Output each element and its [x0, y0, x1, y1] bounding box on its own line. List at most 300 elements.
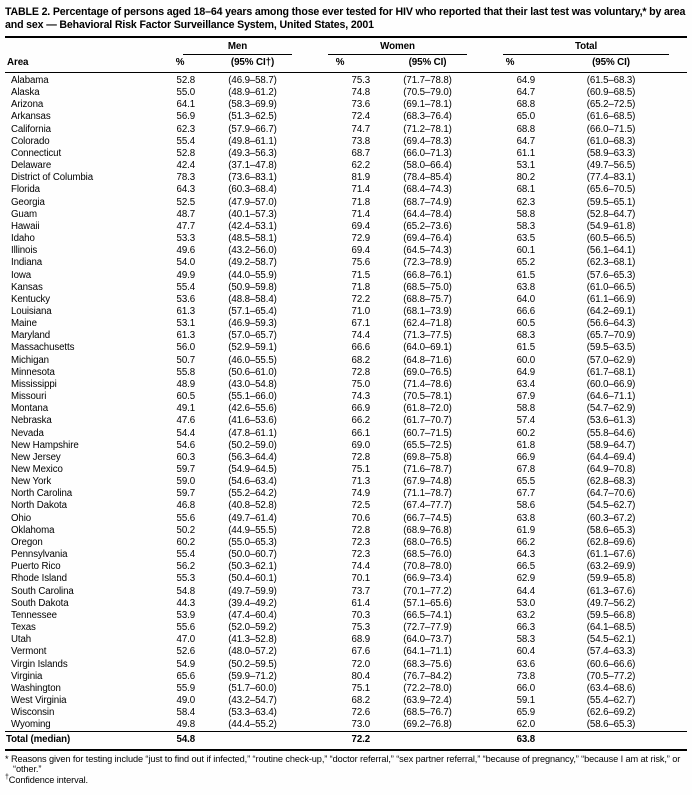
men-pct-cell: 50.7: [176, 354, 195, 366]
total-pct-cell: 60.4: [516, 646, 536, 658]
area-cell: Ohio: [11, 512, 32, 524]
area-cell: Illinois: [11, 245, 38, 257]
men-ci-cell: (48.9–61.2): [228, 87, 277, 99]
area-cell: Florida: [11, 184, 40, 196]
men-pct-cell: 54.8: [176, 585, 195, 597]
total-total-pct-cell: 63.8: [485, 732, 535, 750]
men-ci-cell: (53.3–63.4): [228, 707, 277, 719]
women-ci-cell: (68.5–76.7): [403, 707, 452, 719]
women-pct-cell: 74.9: [351, 488, 371, 500]
total-ci-cell: (58.6–65.3): [586, 719, 636, 731]
area-cell: New Hampshire: [11, 439, 79, 451]
men-ci-cell: (54.6–63.4): [228, 476, 277, 488]
header-men-pct: %: [165, 55, 195, 73]
men-pct-cell: 47.6: [176, 415, 195, 427]
table-row: [5, 367, 687, 379]
area-cell: Iowa: [11, 269, 32, 281]
women-pct-cell: 70.3: [351, 609, 371, 621]
area-cell: Connecticut: [11, 147, 62, 159]
area-cell: New Jersey: [11, 451, 61, 463]
women-ci-cell: (70.1–77.2): [403, 585, 452, 597]
men-ci-cell: (51.3–62.5): [228, 111, 277, 123]
women-pct-cell: 74.4: [351, 330, 371, 342]
table-row: [5, 136, 687, 148]
area-cell: North Dakota: [11, 500, 67, 512]
table-row: [5, 525, 687, 537]
women-ci-cell: (68.1–73.9): [403, 305, 452, 317]
total-pct-cell: 65.2: [516, 257, 536, 269]
table-row: [5, 270, 687, 282]
total-ci-cell: (54.9–61.8): [586, 220, 636, 232]
men-ci-cell: (54.9–64.5): [228, 464, 277, 475]
total-ci-cell: (64.4–69.4): [586, 451, 636, 463]
total-pct-cell: 64.3: [516, 549, 536, 561]
column-group-total-label: Total: [503, 41, 669, 55]
total-ci-cell: (54.5–62.7): [586, 500, 636, 512]
total-pct-cell: 67.9: [516, 391, 536, 403]
area-cell: Utah: [11, 634, 32, 646]
total-pct-cell: 66.3: [516, 622, 536, 634]
area-cell: Massachusetts: [11, 342, 75, 354]
total-ci-cell: (49.7–56.5): [586, 160, 636, 172]
men-ci-cell: (44.4–55.2): [228, 719, 277, 731]
men-ci-cell: (56.3–64.4): [228, 451, 277, 463]
men-ci-cell: (59.9–71.2): [228, 670, 277, 682]
women-pct-cell: 74.3: [351, 391, 371, 403]
women-pct-cell: 67.1: [351, 318, 371, 330]
men-pct-cell: 56.9: [176, 111, 195, 123]
men-ci-cell: (42.6–55.6): [228, 403, 277, 415]
men-ci-cell: (50.0–60.7): [228, 549, 277, 561]
table-row: [5, 513, 687, 525]
total-ci-cell: (57.6–65.3): [586, 269, 636, 281]
women-ci-cell: (71.6–78.7): [403, 464, 452, 475]
footnote-reasons-text: Reasons given for testing include “just to find out if infected,” “routine check-up,” “doctor referral,” “sex partner referral,” “because of pregnancy,” “because I am at risk,” or “other.”: [10, 753, 681, 775]
total-ci-cell: (52.8–64.7): [586, 208, 636, 220]
total-pct-cell: 63.6: [516, 658, 536, 670]
men-ci-cell: (44.9–55.5): [228, 524, 277, 536]
total-pct-cell: 61.8: [516, 439, 536, 451]
men-ci-cell: (43.2–56.0): [228, 245, 277, 257]
men-pct-cell: 59.7: [176, 464, 195, 475]
area-cell: Hawaii: [11, 220, 40, 232]
women-pct-cell: 71.0: [351, 305, 371, 317]
total-ci-cell: (56.1–64.1): [586, 245, 636, 257]
area-cell: Tennessee: [11, 609, 57, 621]
men-ci-cell: (50.2–59.0): [228, 439, 277, 451]
women-pct-cell: 69.4: [351, 245, 371, 257]
area-cell: Montana: [11, 403, 48, 415]
area-cell: Indiana: [11, 257, 43, 269]
area-cell: Maryland: [11, 330, 51, 342]
women-ci-cell: (66.7–74.5): [403, 512, 452, 524]
men-pct-cell: 65.6: [176, 670, 195, 682]
table-row: [5, 622, 687, 634]
women-ci-cell: (76.7–84.2): [403, 670, 452, 682]
women-pct-cell: 80.4: [351, 670, 371, 682]
men-ci-cell: (40.1–57.3): [228, 208, 277, 220]
area-cell: Wisconsin: [11, 707, 55, 719]
women-ci-cell: (68.3–75.6): [403, 658, 452, 670]
total-pct-cell: 64.0: [516, 293, 536, 305]
total-pct-cell: 53.0: [516, 597, 536, 609]
men-ci-cell: (47.9–57.0): [228, 196, 277, 208]
total-total-ci-cell: [535, 732, 687, 750]
total-ci-cell: (62.3–68.1): [586, 257, 636, 269]
total-ci-cell: (60.0–66.9): [586, 378, 636, 390]
women-ci-cell: (64.0–73.7): [403, 634, 452, 646]
women-ci-cell: (67.9–74.8): [403, 476, 452, 488]
total-ci-cell: (54.7–62.9): [586, 403, 636, 415]
men-pct-cell: 55.8: [176, 366, 195, 378]
table-row: [5, 379, 687, 391]
women-ci-cell: (69.0–76.5): [403, 366, 452, 378]
women-pct-cell: 72.9: [351, 233, 371, 245]
total-pct-cell: 66.5: [516, 561, 536, 573]
area-cell: Arizona: [11, 99, 44, 111]
total-ci-cell: (63.2–69.9): [586, 561, 636, 573]
women-ci-cell: (71.4–78.6): [403, 378, 452, 390]
men-pct-cell: 62.3: [176, 123, 195, 135]
total-pct-cell: 63.4: [516, 378, 536, 390]
area-cell: Oregon: [11, 536, 43, 548]
area-cell: New Mexico: [11, 464, 63, 475]
women-pct-cell: 71.4: [351, 184, 371, 196]
total-median-row: [5, 732, 687, 750]
column-group-men-cell: [165, 38, 310, 55]
total-ci-cell: (70.5–77.2): [586, 670, 636, 682]
women-ci-cell: (69.8–75.8): [403, 451, 452, 463]
table-row: [5, 318, 687, 330]
women-pct-cell: 61.4: [351, 597, 371, 609]
table-row: [5, 148, 687, 160]
men-pct-cell: 54.0: [176, 257, 195, 269]
area-cell: Maine: [11, 318, 37, 330]
men-ci-cell: (40.8–52.8): [228, 500, 277, 512]
men-pct-cell: 58.4: [176, 707, 195, 719]
table-row: [5, 707, 687, 719]
total-pct-cell: 58.6: [516, 500, 536, 512]
table-row: [5, 634, 687, 646]
women-ci-cell: (63.9–72.4): [403, 694, 452, 706]
men-ci-cell: (47.4–60.4): [228, 609, 277, 621]
table-row: [5, 598, 687, 610]
men-ci-cell: (48.8–58.4): [228, 293, 277, 305]
women-ci-cell: (72.3–78.9): [403, 257, 452, 269]
men-ci-cell: (49.2–58.7): [228, 257, 277, 269]
total-ci-cell: (65.2–72.5): [586, 99, 636, 111]
area-cell: Louisiana: [11, 305, 52, 317]
men-ci-cell: (60.3–68.4): [228, 184, 277, 196]
total-ci-cell: (55.4–62.7): [586, 694, 636, 706]
total-pct-cell: 66.2: [516, 536, 536, 548]
area-cell: Michigan: [11, 354, 49, 366]
men-pct-cell: 64.1: [176, 99, 195, 111]
women-ci-cell: (66.9–73.4): [403, 573, 452, 585]
women-ci-cell: (58.0–66.4): [403, 160, 452, 172]
footnote-ci-text: Confidence interval.: [8, 774, 88, 785]
table-row: [5, 306, 687, 318]
table-row: [5, 415, 687, 427]
men-pct-cell: 49.1: [176, 403, 195, 415]
table-body: [5, 73, 687, 732]
men-pct-cell: 56.2: [176, 561, 195, 573]
total-ci-cell: (61.1–67.6): [586, 549, 636, 561]
women-ci-cell: (61.8–72.0): [403, 403, 452, 415]
men-pct-cell: 52.8: [176, 75, 195, 86]
men-ci-cell: (43.2–54.7): [228, 694, 277, 706]
group-header-spacer: [5, 38, 165, 55]
total-ci-cell: (61.0–68.3): [586, 135, 636, 147]
total-pct-cell: 68.3: [516, 330, 536, 342]
women-pct-cell: 62.2: [351, 160, 371, 172]
table-row: [5, 464, 687, 476]
column-group-men-label: Men: [183, 41, 292, 55]
men-pct-cell: 56.0: [176, 342, 195, 354]
men-ci-cell: (55.2–64.2): [228, 488, 277, 500]
total-pct-cell: 64.7: [516, 87, 536, 99]
women-pct-cell: 72.3: [351, 549, 371, 561]
table-row: [5, 476, 687, 488]
men-ci-cell: (52.0–59.2): [228, 622, 277, 634]
area-cell: Delaware: [11, 160, 52, 172]
men-ci-cell: (58.3–69.9): [228, 99, 277, 111]
women-pct-cell: 73.6: [351, 99, 371, 111]
total-pct-cell: 58.8: [516, 208, 536, 220]
men-pct-cell: 60.5: [176, 391, 195, 403]
men-ci-cell: (48.5–58.1): [228, 233, 277, 245]
total-pct-cell: 61.5: [516, 342, 536, 354]
women-pct-cell: 69.4: [351, 220, 371, 232]
total-pct-cell: 58.3: [516, 220, 536, 232]
men-ci-cell: (57.9–66.7): [228, 123, 277, 135]
men-pct-cell: 47.0: [176, 634, 195, 646]
men-ci-cell: (50.2–59.5): [228, 658, 277, 670]
women-pct-cell: 75.3: [351, 622, 371, 634]
table-row: [5, 245, 687, 257]
area-cell: Pennsylvania: [11, 549, 68, 561]
men-ci-cell: (41.3–52.8): [228, 634, 277, 646]
header-total-pct: %: [485, 55, 535, 73]
column-group-header-row: [5, 38, 687, 55]
table-row: [5, 549, 687, 561]
total-ci-cell: (63.4–68.6): [586, 682, 636, 694]
men-ci-cell: (42.4–53.1): [228, 220, 277, 232]
men-ci-cell: (41.6–53.6): [228, 415, 277, 427]
area-cell: Virginia: [11, 670, 43, 682]
area-cell: District of Columbia: [11, 172, 93, 184]
men-pct-cell: 55.4: [176, 135, 195, 147]
table-row: [5, 646, 687, 658]
total-pct-cell: 53.1: [516, 160, 536, 172]
table-row: [5, 209, 687, 221]
total-pct-cell: 66.9: [516, 451, 536, 463]
column-group-total-cell: [485, 38, 687, 55]
total-pct-cell: 61.1: [516, 147, 536, 159]
area-cell: Mississippi: [11, 378, 57, 390]
women-ci-cell: (71.2–78.1): [403, 123, 452, 135]
women-pct-cell: 72.8: [351, 451, 371, 463]
men-pct-cell: 53.3: [176, 233, 195, 245]
men-pct-cell: 52.6: [176, 646, 195, 658]
men-pct-cell: 42.4: [176, 160, 195, 172]
header-total-ci: (95% CI): [535, 55, 687, 73]
women-ci-cell: (66.5–74.1): [403, 609, 452, 621]
women-ci-cell: (70.5–79.0): [403, 87, 452, 99]
area-cell: South Dakota: [11, 597, 69, 609]
men-pct-cell: 78.3: [176, 172, 195, 184]
women-pct-cell: 75.3: [351, 75, 371, 86]
table-row: [5, 87, 687, 99]
total-pct-cell: 68.8: [516, 99, 536, 111]
men-pct-cell: 49.6: [176, 245, 195, 257]
women-ci-cell: (64.5–74.3): [403, 245, 452, 257]
total-pct-cell: 63.8: [516, 281, 536, 293]
total-ci-cell: (58.9–64.7): [586, 439, 636, 451]
header-area: Area: [5, 55, 165, 73]
men-ci-cell: (46.9–58.7): [228, 75, 277, 86]
area-cell: Puerto Rico: [11, 561, 61, 573]
total-ci-cell: (61.7–68.1): [586, 366, 636, 378]
women-pct-cell: 72.8: [351, 524, 371, 536]
footnote-reasons-marker: *: [5, 753, 9, 764]
women-ci-cell: (68.7–74.9): [403, 196, 452, 208]
sub-header-row: [5, 55, 687, 73]
men-ci-cell: (46.0–55.5): [228, 354, 277, 366]
men-pct-cell: 53.1: [176, 318, 195, 330]
total-pct-cell: 65.9: [516, 707, 536, 719]
women-pct-cell: 72.8: [351, 366, 371, 378]
women-pct-cell: 68.9: [351, 634, 371, 646]
total-ci-cell: (64.6–71.1): [586, 391, 636, 403]
women-pct-cell: 70.1: [351, 573, 371, 585]
women-ci-cell: (69.4–78.3): [403, 135, 452, 147]
table-row: [5, 683, 687, 695]
area-cell: West Virginia: [11, 694, 67, 706]
area-cell: Nebraska: [11, 415, 52, 427]
women-pct-cell: 66.9: [351, 403, 371, 415]
total-men-ci-cell: [195, 732, 310, 750]
table-row: [5, 282, 687, 294]
total-pct-cell: 59.1: [516, 694, 536, 706]
area-cell: California: [11, 123, 51, 135]
total-ci-cell: (64.9–70.8): [586, 464, 636, 475]
women-pct-cell: 71.5: [351, 269, 371, 281]
total-pct-cell: 63.2: [516, 609, 536, 621]
table-row: [5, 342, 687, 354]
women-ci-cell: (68.9–76.8): [403, 524, 452, 536]
men-ci-cell: (49.7–61.4): [228, 512, 277, 524]
men-ci-cell: (57.0–65.7): [228, 330, 277, 342]
men-ci-cell: (50.6–61.0): [228, 366, 277, 378]
women-ci-cell: (57.1–65.6): [403, 597, 452, 609]
men-pct-cell: 55.9: [176, 682, 195, 694]
men-ci-cell: (49.7–59.9): [228, 585, 277, 597]
men-pct-cell: 49.9: [176, 269, 195, 281]
total-pct-cell: 60.0: [516, 354, 536, 366]
total-pct-cell: 63.8: [516, 512, 536, 524]
total-pct-cell: 66.6: [516, 305, 536, 317]
men-ci-cell: (39.4–49.2): [228, 597, 277, 609]
women-ci-cell: (66.0–71.3): [403, 147, 452, 159]
women-ci-cell: (68.4–74.3): [403, 184, 452, 196]
total-ci-cell: (61.3–67.6): [586, 585, 636, 597]
men-pct-cell: 50.2: [176, 524, 195, 536]
men-pct-cell: 55.4: [176, 549, 195, 561]
total-ci-cell: (64.7–70.6): [586, 488, 636, 500]
men-ci-cell: (50.9–59.8): [228, 281, 277, 293]
women-pct-cell: 68.2: [351, 694, 371, 706]
area-cell: New York: [11, 476, 52, 488]
women-pct-cell: 66.2: [351, 415, 371, 427]
total-ci-cell: (56.6–64.3): [586, 318, 636, 330]
women-pct-cell: 68.2: [351, 354, 371, 366]
header-women-ci: (95% CI): [370, 55, 485, 73]
women-pct-cell: 68.7: [351, 147, 371, 159]
total-pct-cell: 64.4: [516, 585, 536, 597]
total-ci-cell: (64.2–69.1): [586, 305, 636, 317]
total-ci-cell: (54.5–62.1): [586, 634, 636, 646]
women-pct-cell: 72.5: [351, 500, 371, 512]
total-ci-cell: (59.9–65.8): [586, 573, 636, 585]
women-ci-cell: (64.1–71.1): [403, 646, 452, 658]
total-pct-cell: 60.5: [516, 318, 536, 330]
women-pct-cell: 72.4: [351, 111, 371, 123]
men-pct-cell: 54.9: [176, 658, 195, 670]
area-cell: Nevada: [11, 427, 44, 439]
total-ci-cell: (64.1–68.5): [586, 622, 636, 634]
total-pct-cell: 60.2: [516, 427, 536, 439]
total-pct-cell: 65.5: [516, 476, 536, 488]
women-pct-cell: 69.0: [351, 439, 371, 451]
total-ci-cell: (60.5–66.5): [586, 233, 636, 245]
women-ci-cell: (62.4–71.8): [403, 318, 452, 330]
women-ci-cell: (68.0–76.5): [403, 536, 452, 548]
women-pct-cell: 72.2: [351, 293, 371, 305]
men-pct-cell: 46.8: [176, 500, 195, 512]
total-men-pct-cell: 54.8: [165, 732, 195, 750]
women-ci-cell: (68.3–76.4): [403, 111, 452, 123]
table-row: [5, 440, 687, 452]
women-ci-cell: (60.7–71.5): [403, 427, 452, 439]
total-ci-cell: (65.7–70.9): [586, 330, 636, 342]
table-row: [5, 391, 687, 403]
men-pct-cell: 54.6: [176, 439, 195, 451]
total-pct-cell: 62.0: [516, 719, 536, 731]
women-pct-cell: 66.6: [351, 342, 371, 354]
total-pct-cell: 63.5: [516, 233, 536, 245]
total-pct-cell: 80.2: [516, 172, 536, 184]
hiv-voluntary-test-table: [5, 38, 687, 751]
women-ci-cell: (72.7–77.9): [403, 622, 452, 634]
women-ci-cell: (68.5–76.0): [403, 549, 452, 561]
women-ci-cell: (69.1–78.1): [403, 99, 452, 111]
women-ci-cell: (64.4–78.4): [403, 208, 452, 220]
women-ci-cell: (65.2–73.6): [403, 220, 452, 232]
total-pct-cell: 61.9: [516, 524, 536, 536]
men-pct-cell: 53.9: [176, 609, 195, 621]
table-row: [5, 221, 687, 233]
women-pct-cell: 74.7: [351, 123, 371, 135]
total-ci-cell: (66.0–71.5): [586, 123, 636, 135]
women-pct-cell: 75.0: [351, 378, 371, 390]
women-ci-cell: (64.8–71.6): [403, 354, 452, 366]
men-pct-cell: 60.3: [176, 451, 195, 463]
table-row: [5, 610, 687, 622]
total-ci-cell: (77.4–83.1): [586, 172, 636, 184]
women-ci-cell: (78.4–85.4): [403, 172, 452, 184]
total-pct-cell: 64.9: [516, 75, 536, 86]
